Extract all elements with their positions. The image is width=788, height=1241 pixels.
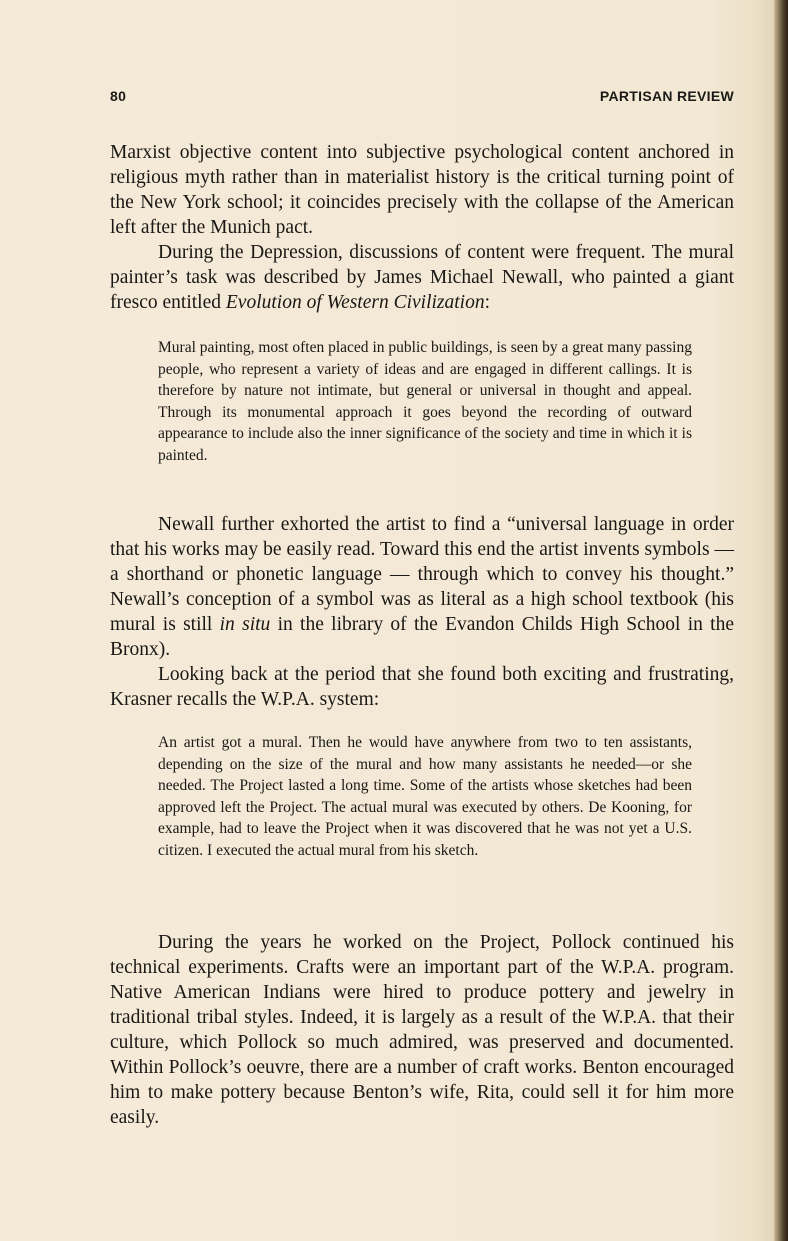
italic-phrase: in situ xyxy=(219,614,271,635)
block-quote-krasner xyxy=(158,732,692,861)
page-number: 80 xyxy=(110,88,127,104)
paragraph xyxy=(110,240,734,315)
fresco-title: Evolution of Western Civilization xyxy=(225,292,485,313)
paragraph: Looking back at the period that she found both exciting and frustrating, Krasner recalls the W.P.A. system: xyxy=(110,664,734,710)
paragraph-text: : xyxy=(484,292,491,313)
paragraph-text: Newall further exhorted the artist to find a “universal language in order that his works may be easily read. Toward this end the artist invents symbols — a shorthand or phonetic language — through which to convey his thought.” Newall’s conception of a symbol was as literal as a high school textbook (his mural is still xyxy=(110,514,734,635)
book-spine-shadow xyxy=(774,0,788,1241)
paragraph-text: in the library of the Evandon Childs High School in the Bronx). xyxy=(110,614,734,660)
paragraph xyxy=(110,512,734,662)
quote-text: Mural painting, most often placed in public buildings, is seen by a great many passing people, who represent a variety of ideas and are engaged in different callings. It is therefore by nature not intimate, but general or universal in thought and appeal. Through its monumental approach it goes beyond the recording of outward appearance to include also the inner significance of the society and time in which it is painted. xyxy=(158,339,692,464)
paragraph: During the years he worked on the Project, Pollock continued his technical experiments. Crafts were an important part of the W.P.A. program. Native American Indians were hired to produce pottery and jewelry in traditional tribal styles. Indeed, it is largely as a result of the W.P.A. that their culture, which Pollock so much admired, was preserved and documented. Within Pollock’s oeuvre, there are a number of craft works. Benton encouraged him to make pottery because Benton’s wife, Rita, could sell it for him more easily. xyxy=(110,932,734,1128)
body-block-2 xyxy=(110,512,734,712)
page-header xyxy=(110,88,734,108)
paragraph-text: During the Depression, discussions of content were frequent. The mural painter’s task was described by James Michael Newall, who painted a giant fresco entitled xyxy=(110,242,734,313)
paragraph: Marxist objective content into subjective psychological content anchored in religious myth rather than in materialist history is the critical turning point of the New York school; it coincides precisely with the collapse of the American left after the Munich pact. xyxy=(110,142,734,238)
block-quote-newall xyxy=(158,337,692,466)
quote-text: An artist got a mural. Then he would have anywhere from two to ten assistants, depending on the size of the mural and how many assistants he needed—or she needed. The Project lasted a long time. Some of the artists whose sketches had been approved left the Project. The actual mural was executed by others. De Kooning, for example, had to leave the Project when it was discovered that he was not yet a U.S. citizen. I executed the actual mural from his sketch. xyxy=(158,734,692,859)
body-block-3 xyxy=(110,930,734,1130)
body-block-1 xyxy=(110,140,734,315)
running-head: PARTISAN REVIEW xyxy=(599,88,734,104)
